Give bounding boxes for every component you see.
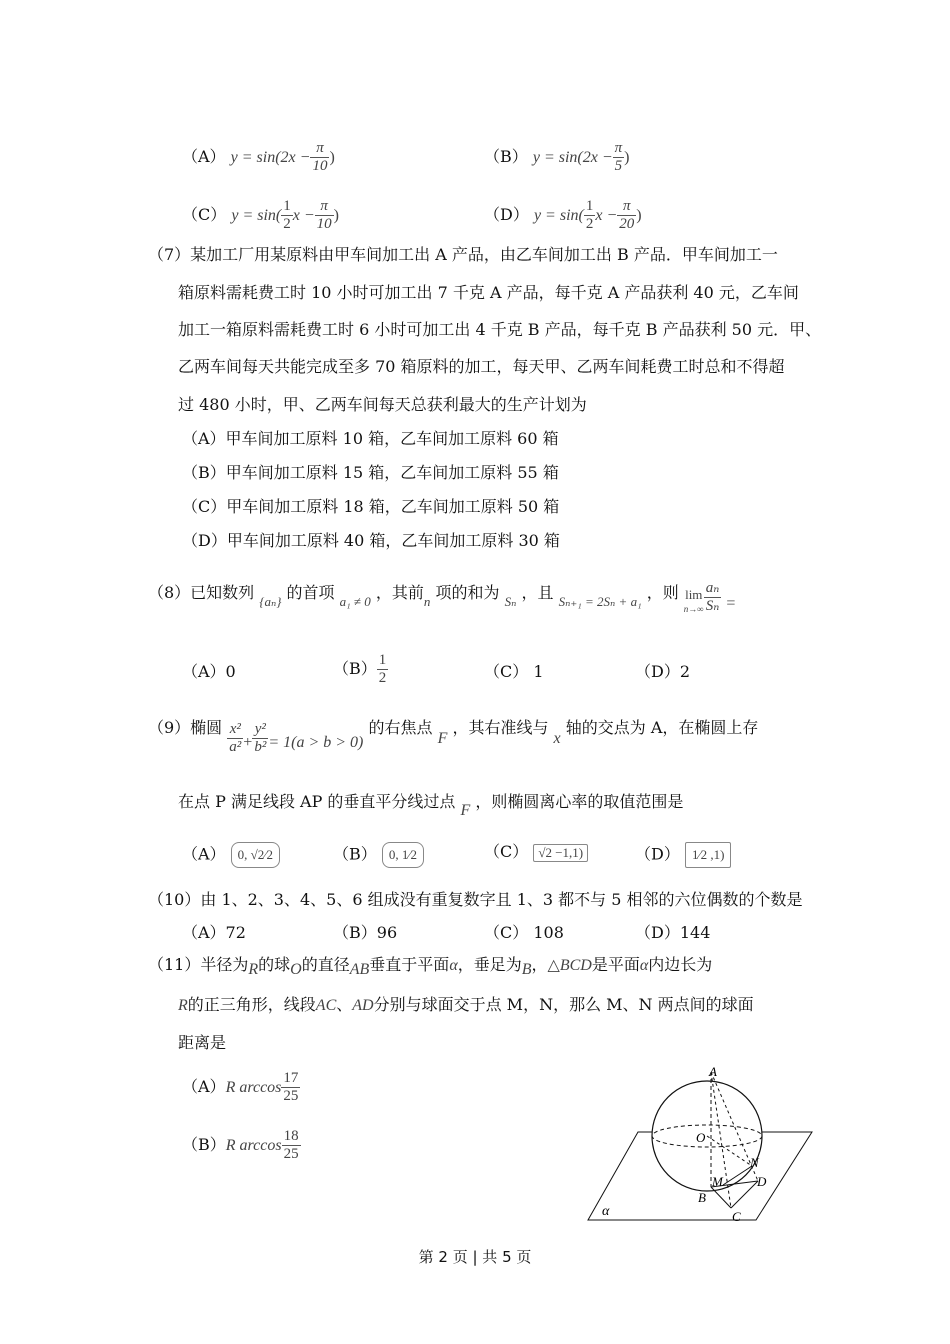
q6-option-d: （D） y = sin( $\frac{1}{2}$ x − $\frac{\pi}{20}$ ) — [484, 198, 642, 232]
q11-stem-line1: （11）半径为R的球O的直径AB垂直于平面α，垂足为B，△BCD是平面α内边长为 — [148, 955, 713, 978]
q6-option-a: （A） y = sin(2x − $\frac{\pi}{10}$ ) — [182, 140, 335, 174]
sphere-plane-figure — [580, 1060, 820, 1230]
triangle-bc — [711, 1187, 731, 1208]
option-label: （A） — [182, 147, 226, 166]
label-o: O — [696, 1130, 706, 1145]
q7-option-c: （C）甲车间加工原料 18 箱，乙车间加工原料 50 箱 — [182, 497, 560, 516]
q9-stem-line2: 在点 P 满足线段 AP 的垂直平分线过点 F ，则椭圆离心率的取值范围是 — [178, 792, 684, 819]
q7-line3: 加工一箱原料需耗费工时 6 小时可加工出 4 千克 B 产品，每千克 B 产品获利 50 元．甲、 — [178, 320, 822, 339]
triangle-cd — [731, 1181, 758, 1208]
q11-option-b: （B）R arccos $\frac{18}{25}$ — [182, 1128, 299, 1162]
label-alpha: α — [602, 1204, 610, 1219]
q8-option-b: （B） $\frac{1}{2}$ — [333, 652, 387, 686]
q7-line4: 乙两车间每天共能完成至多 70 箱原料的加工，每天甲、乙两车间耗费工时总和不得超 — [178, 357, 785, 376]
q8-stem: （8）已知数列 {aₙ} 的首项 a₁ ≠ 0 ，其前n 项的和为 Sₙ ，且 Sₙ₊₁ = 2Sₙ + a₁ ，则 lim n→∞ $\frac{\text{aₙ}}{\text{Sₙ}}$ = — [148, 580, 736, 614]
q7-line5: 过 480 小时，甲、乙两车间每天总获利最大的生产计划为 — [178, 395, 587, 414]
q10-option-a: （A）72 — [182, 923, 246, 942]
q9-option-b: （B） 0, 1⁄2 — [333, 842, 424, 868]
q9-stem-line1: （9）椭圆 $\frac{\text{x²}}{\text{a²}}$ + $\frac{\text{y²}}{\text{b²}}$ = 1(a > b > 0) 的右焦点 F ，其右准线与 x 轴的交点为 A，在椭圆上存 — [148, 718, 759, 755]
q9-option-a: （A） 0, √2⁄2 — [182, 842, 280, 868]
label-n: N — [750, 1155, 759, 1170]
q9-option-c: （C） √2 −1,1) — [484, 842, 588, 862]
label-d: D — [757, 1174, 767, 1189]
q10-option-b: （B）96 — [333, 923, 398, 942]
q10-stem: （10）由 1、2、3、4、5、6 组成没有重复数字且 1、3 都不与 5 相邻的六位偶数的个数是 — [148, 890, 803, 909]
q10-option-d: （D）144 — [635, 923, 711, 942]
q8-option-c: （C） 1 — [484, 662, 544, 681]
q8-option-d: （D）2 — [635, 662, 691, 681]
q11-stem-line3: 距离是 — [178, 1033, 227, 1052]
label-c: C — [732, 1209, 741, 1224]
label-m: M — [712, 1174, 723, 1189]
q9-option-d: （D） 1⁄2 ,1) — [635, 842, 731, 868]
q11-stem-line2: R的正三角形，线段AC、AD分别与球面交于点 M，N，那么 M、N 两点间的球面 — [178, 995, 754, 1014]
q7-option-d: （D）甲车间加工原料 40 箱，乙车间加工原料 30 箱 — [182, 531, 560, 550]
q7-line2: 箱原料需耗费工时 10 小时可加工出 7 千克 A 产品，每千克 A 产品获利 40 元，乙车间 — [178, 283, 799, 302]
q6-option-b: （B） y = sin(2x − $\frac{\pi}{5}$ ) — [484, 140, 630, 174]
page-footer: 第 2 页 | 共 5 页 — [418, 1248, 532, 1266]
q8-option-a: （A）0 — [182, 662, 236, 681]
q7-line1: （7）某加工厂用某原料由甲车间加工出 A 产品，由乙车间加工出 B 产品．甲车间加工一 — [148, 245, 778, 264]
q7-option-a: （A）甲车间加工原料 10 箱，乙车间加工原料 60 箱 — [182, 429, 559, 448]
q7-option-b: （B）甲车间加工原料 15 箱，乙车间加工原料 55 箱 — [182, 463, 559, 482]
label-a: A — [709, 1064, 717, 1079]
label-b: B — [698, 1190, 706, 1205]
q10-option-c: （C） 108 — [484, 923, 564, 942]
q6-option-c: （C） y = sin( $\frac{1}{2}$ x − $\frac{\pi}{10}$ ) — [182, 198, 339, 232]
q11-option-a: （A）R arccos $\frac{17}{25}$ — [182, 1070, 299, 1104]
